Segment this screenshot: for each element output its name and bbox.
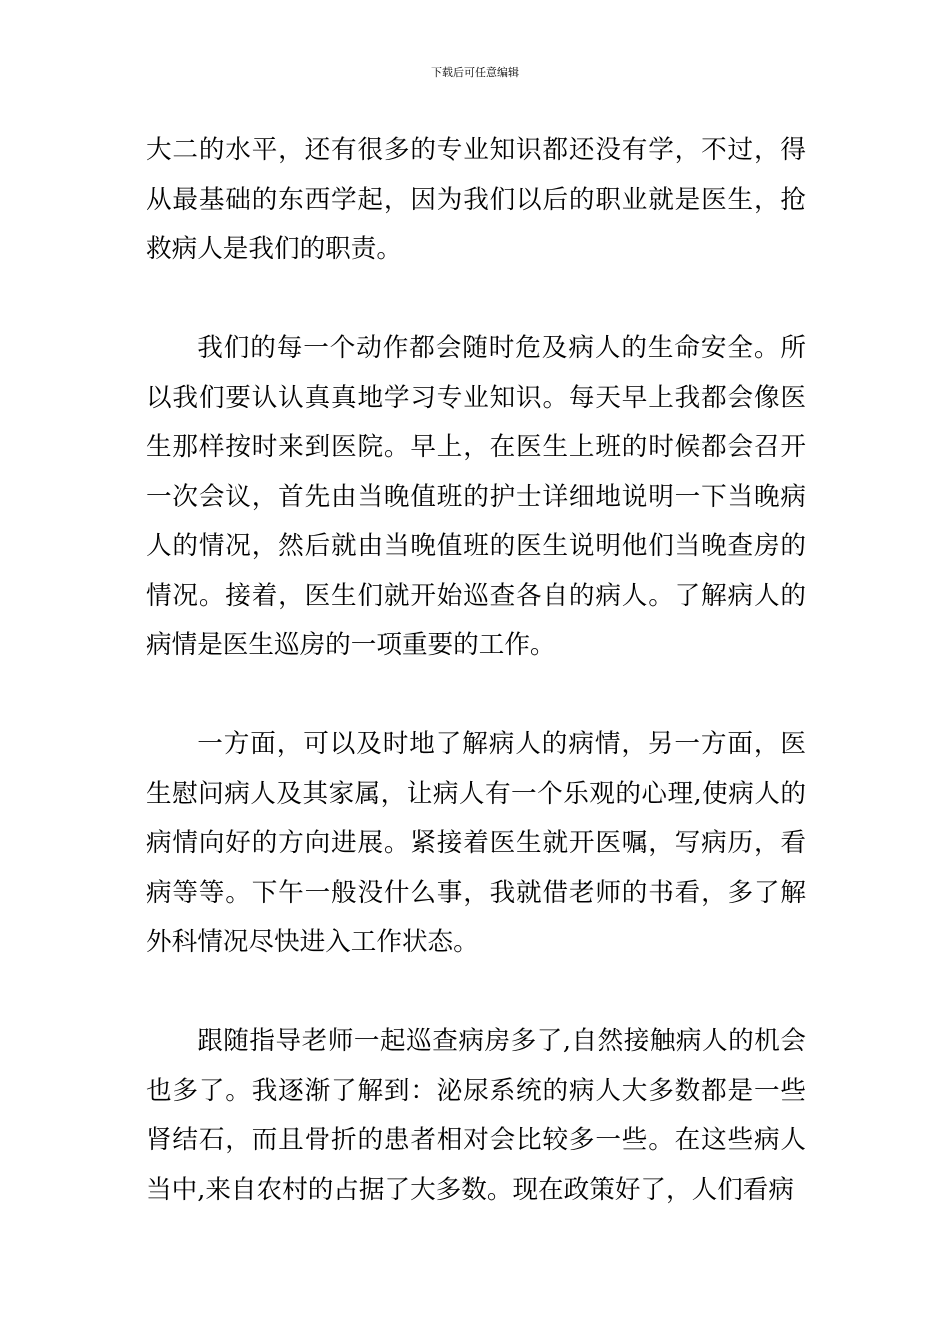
paragraph-spacer [146, 275, 806, 325]
page-header: 下载后可任意编辑 [431, 66, 519, 79]
document-body [146, 126, 806, 1215]
paragraph-4: 跟随指导老师一起巡查病房多了,自然接触病人的机会也多了。我逐渐了解到：泌尿系统的病人大多数都是一些肾结石，而且骨折的患者相对会比较多一些。在这些病人当中,来自农村的占据了大多数。现在政策好了，人们看病 [146, 1026, 806, 1205]
paragraph-spacer [146, 968, 806, 1018]
paragraph-1: 大二的水平，还有很多的专业知识都还没有学，不过，得从最基础的东西学起，因为我们以后的职业就是医生，抢救病人是我们的职责。 [146, 135, 806, 264]
paragraph-spacer [146, 671, 806, 721]
paragraph-2: 我们的每一个动作都会随时危及病人的生命安全。所以我们要认认真真地学习专业知识。每天早上我都会像医生那样按时来到医院。早上，在医生上班的时候都会召开一次会议，首先由当晚值班的护士详细地说明一下当晚病人的情况，然后就由当晚值班的医生说明他们当晚查房的情况。接着，医生们就开始巡查各自的病人。了解病人的病情是医生巡房的一项重要的工作。 [146, 333, 806, 660]
paragraph-3: 一方面，可以及时地了解病人的病情，另一方面，医生慰问病人及其家属，让病人有一个乐观的心理,使病人的病情向好的方向进展。紧接着医生就开医嘱，写病历，看病等等。下午一般没什么事，我就借老师的书看，多了解外科情况尽快进入工作状态。 [146, 729, 806, 957]
